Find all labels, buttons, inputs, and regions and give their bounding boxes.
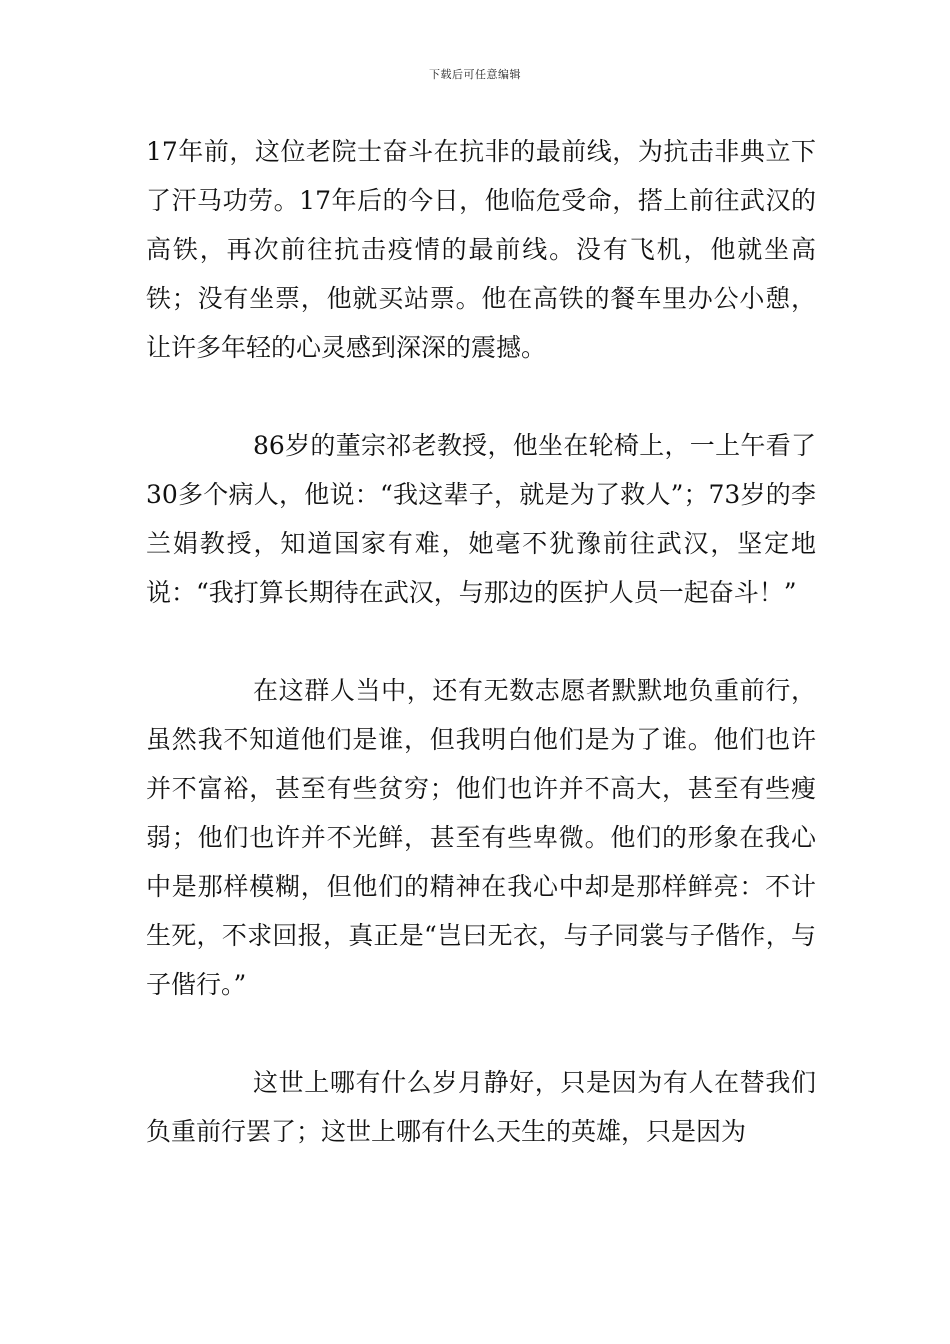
- page-header: 下载后可任意编辑: [429, 68, 521, 81]
- paragraph-4: 这世上哪有什么岁月静好，只是因为有人在替我们负重前行罢了；这世上哪有什么天生的英雄，只是因为: [146, 1068, 816, 1146]
- paragraph-1: 17年前，这位老院士奋斗在抗非的最前线，为抗击非典立下了汗马功劳。17年后的今日，他临危受命，搭上前往武汉的高铁，再次前往抗击疫情的最前线。没有飞机，他就坐高铁；没有坐票，他就买站票。他在高铁的餐车里办公小憩，让许多年轻的心灵感到深深的震撼。: [146, 137, 816, 362]
- paragraph-2: 86岁的董宗祁老教授，他坐在轮椅上，一上午看了30多个病人，他说：“我这辈子，就是为了救人”；73岁的李兰娟教授，知道国家有难，她毫不犹豫前往武汉，坚定地说：“我打算长期待在武汉，与那边的医护人员一起奋斗！”: [146, 431, 816, 607]
- paragraph-3: 在这群人当中，还有无数志愿者默默地负重前行，虽然我不知道他们是谁，但我明白他们是为了谁。他们也许并不富裕，甚至有些贫穷；他们也许并不高大，甚至有些瘦弱；他们也许并不光鲜，甚至有些卑微。他们的形象在我心中是那样模糊，但他们的精神在我心中却是那样鲜亮：不计生死，不求回报，真正是“岂曰无衣，与子同裳与子偕作，与子偕行。”: [146, 676, 816, 999]
- document-body: [146, 127, 816, 1205]
